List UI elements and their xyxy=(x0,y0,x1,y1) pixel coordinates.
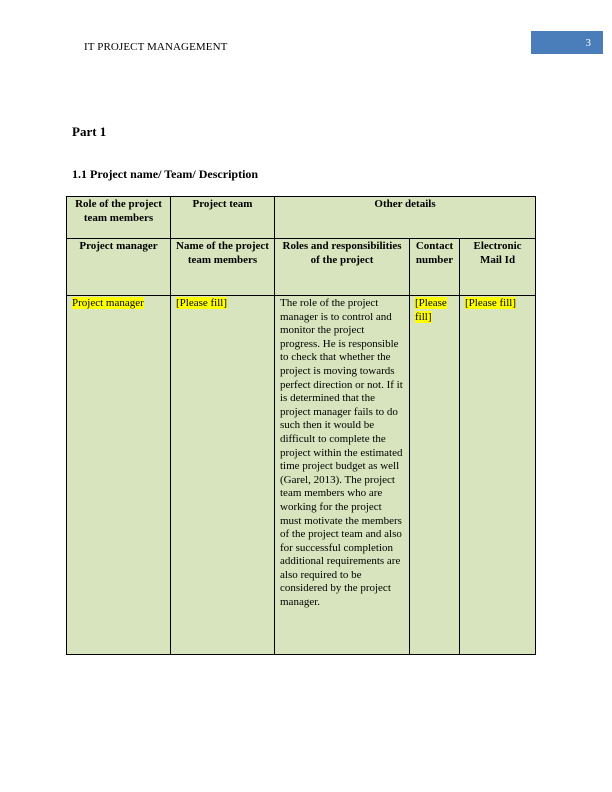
header-cell-other-details: Other details xyxy=(275,197,536,239)
contact-value: [Please fill] xyxy=(415,297,447,323)
subheader-cell-email: Electronic Mail Id xyxy=(460,239,536,296)
cell-description: The role of the project manager is to control and monitor the project progress. He is responsible to check that whether the project is moving towards perfect direction or not. If it is determined that the project manager fails to do such then it would be difficult to complete the project within the estimated time project budget as well (Garel, 2013). The project team members who are working for the project must motivate the members of the project team and also for successful completion additional requirements are also required to be considered by the project manager. xyxy=(275,296,410,655)
section-heading: 1.1 Project name/ Team/ Description xyxy=(72,167,259,181)
project-team-table xyxy=(66,196,536,655)
page-number-badge xyxy=(531,31,603,54)
cell-team xyxy=(171,296,275,655)
table-row xyxy=(67,296,536,655)
running-header-title: IT PROJECT MANAGEMENT xyxy=(84,41,228,53)
team-value: [Please fill] xyxy=(176,297,228,309)
header-cell-role: Role of the project team members xyxy=(67,197,171,239)
cell-contact xyxy=(410,296,460,655)
subheader-cell-roles-responsibilities: Roles and responsibilities of the project xyxy=(275,239,410,296)
role-value: Project manager xyxy=(72,297,144,309)
subheader-cell-role: Project manager xyxy=(67,239,171,296)
table-subheader-row xyxy=(67,239,536,296)
page-number: 3 xyxy=(585,36,591,49)
subheader-cell-team: Name of the project team members xyxy=(171,239,275,296)
cell-email xyxy=(460,296,536,655)
email-value: [Please fill] xyxy=(465,297,517,309)
cell-role xyxy=(67,296,171,655)
table-header-row xyxy=(67,197,536,239)
subheader-cell-contact: Contact number xyxy=(410,239,460,296)
header-cell-team: Project team xyxy=(171,197,275,239)
part-heading: Part 1 xyxy=(72,124,107,139)
